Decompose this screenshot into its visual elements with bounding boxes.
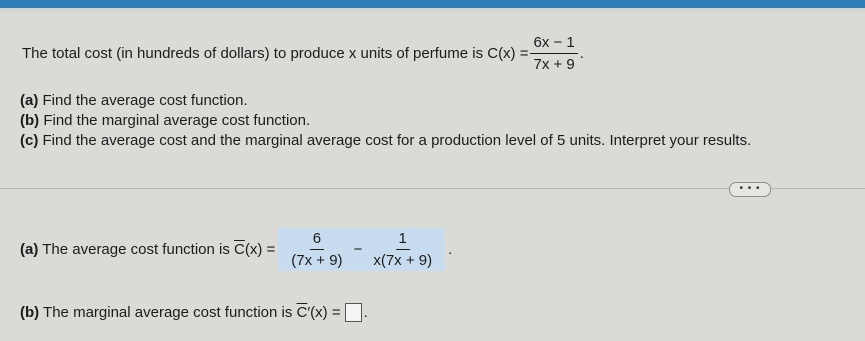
average-cost-symbol: $\overline{C}$ — [234, 241, 245, 258]
part-label: (c) — [20, 132, 39, 149]
answer-b-input[interactable] — [345, 303, 362, 322]
question-parts — [20, 91, 751, 151]
answer-a-response — [278, 228, 445, 271]
answer-a-text: The average cost function is — [38, 241, 235, 258]
term1-fraction — [288, 230, 345, 269]
answer-b-period: . — [363, 304, 368, 321]
cost-denominator: 7x + 9 — [533, 56, 575, 73]
term2-denominator: x(7x + 9) — [373, 252, 433, 269]
top-accent-bar — [0, 0, 865, 8]
header-shadow — [0, 8, 865, 14]
term1-denominator: (7x + 9) — [291, 252, 343, 269]
problem-period: . — [579, 45, 584, 62]
term2-numerator: 1 — [396, 230, 410, 250]
part-c — [20, 131, 751, 151]
answer-a — [20, 228, 452, 271]
part-label: (b) — [20, 112, 40, 129]
part-text: Find the average cost function. — [38, 92, 248, 109]
marginal-cost-symbol: $\overline{C}$ — [296, 304, 308, 321]
marginal-cost-arg: ′(x) = — [307, 304, 341, 321]
part-a — [20, 91, 751, 111]
answer-b-text: The marginal average cost function is — [39, 304, 297, 321]
cost-function-fraction — [530, 34, 577, 73]
part-b — [20, 111, 751, 131]
minus-operator: − — [353, 241, 363, 258]
part-label: (a) — [20, 92, 39, 109]
answer-a-label: (a) — [20, 241, 39, 258]
term2-fraction — [370, 230, 435, 269]
answer-b-label: (b) — [20, 304, 40, 321]
problem-text: The total cost (in hundreds of dollars) to produce x units of perfume is C(x) = — [22, 45, 529, 62]
more-options-button[interactable]: • • • — [729, 182, 771, 197]
part-text: Find the average cost and the marginal average cost for a production level of 5 units. Interpret your results. — [38, 132, 752, 149]
answer-b — [20, 303, 368, 322]
term1-numerator: 6 — [310, 230, 324, 250]
answer-a-period: . — [448, 241, 453, 258]
problem-statement — [22, 34, 584, 73]
cost-numerator: 6x − 1 — [530, 34, 577, 54]
part-text: Find the marginal average cost function. — [39, 112, 311, 129]
average-cost-arg: (x) = — [244, 241, 276, 258]
